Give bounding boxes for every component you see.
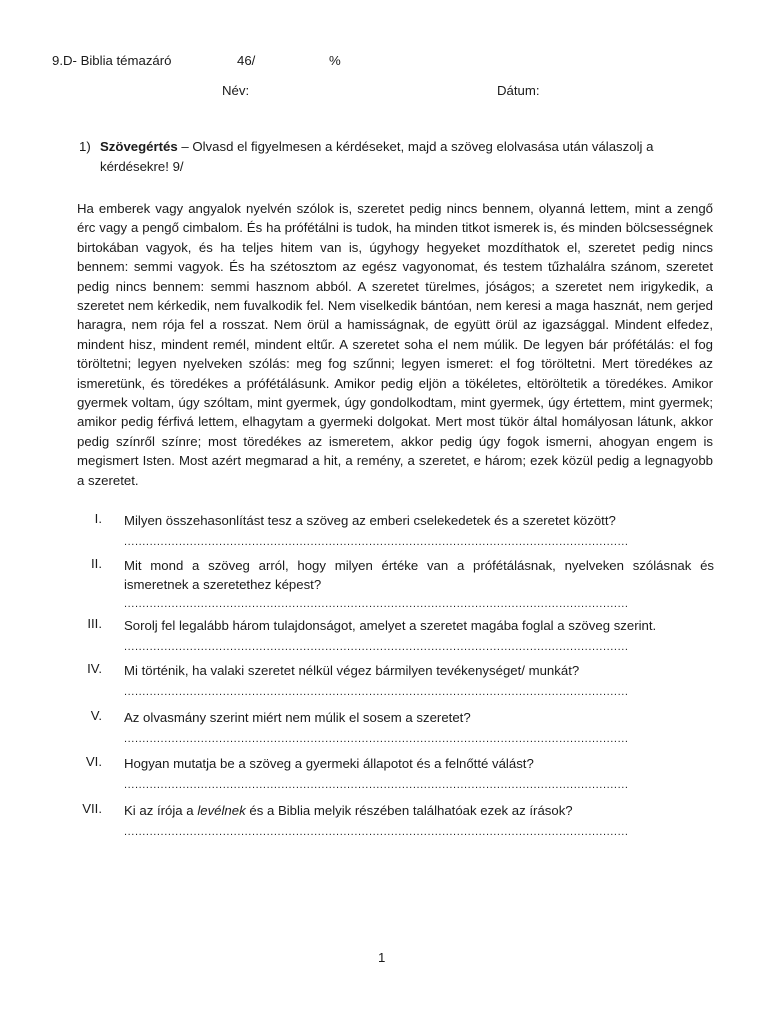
question-number: VII. [82,801,102,816]
name-label: Név: [222,83,250,98]
answer-line[interactable]: .......................................................................................................................................... [124,779,629,791]
answer-line[interactable]: .......................................................................................................................................... [124,686,629,698]
question-number: II. [91,556,102,571]
reading-passage: Ha emberek vagy angyalok nyelvén szólok is, szeretet pedig nincs bennem, olyanná lettem, mint a zengő érc vagy a pengő cimbalom. És ha prófétálni is tudok, ha minden titkot ismerek is, és minden bölcsességnek birtokában vagyok, és ha teljes hitem van is, úgyhogy hegyeket mozdíthatok el, szeretet pedig nincs bennem: semmi vagyok. És ha szétosztom az egész vagyonomat, és testem tűzhalálra szánom, szeretet pedig nincs bennem: semmi hasznom abból. A szeretet türelmes, jóságos; a szeretet nem irigykedik, a szeretet nem kérkedik, nem fuvalkodik fel. Nem viselkedik bántóan, nem keresi a maga hasznát, nem gerjed haragra, nem rója fel a rosszat. Nem örül a hamisságnak, de együtt örül az igazsággal. Mindent elfedez, mindent hisz, mindent remél, mindent eltűr. A szeretet soha el nem múlik. De legyen bár prófétálás: el fog töröltetni; legyen nyelveken szólás: meg fog szűnni; legyen ismeret: el fog töröltetni. Mert töredékes az ismeretünk, és töredékes a prófétálásunk. Amikor pedig eljön a tökéletes, eltöröltetik a töredékes. Amikor gyermek voltam, úgy szóltam, mint gyermek, úgy gondolkodtam, mint gyermek, úgy értettem, mint gyermek; amikor pedig férfivá lettem, elhagytam a gyermeki dolgokat. Mert most tükör által homályosan látunk, akkor pedig színről színre; most töredékes az ismeretem, akkor pedig úgy fogok ismerni, ahogyan engem is megismert Isten. Most azért megmarad a hit, a remény, a szeretet, e három; ezek közül pedig a legnagyobb a szeretet. [77,201,713,488]
task-instruction-text: – Olvasd el figyelmesen a kérdéseket, majd a szöveg elolvasása után válaszolj a kérdésekre! 9/ [100,139,654,174]
question-text: Hogyan mutatja be a szöveg a gyermeki állapotot és a felnőtté válást? [124,756,534,771]
answer-line[interactable]: .......................................................................................................................................... [124,733,629,745]
question-text: Mit mond a szöveg arról, hogy milyen értéke van a prófétálásnak, nyelveken szólásnak és ismeretnek a szeretethez képest? [124,558,714,592]
page-number: 1 [378,950,386,965]
date-label: Dátum: [497,83,540,98]
question-text [124,801,714,820]
score-field: 46/ [237,53,256,68]
question-text-italic: levélnek [197,803,246,818]
question-text: Az olvasmány szerint miért nem múlik el sosem a szeretet? [124,710,471,725]
question-text: Milyen összehasonlítást tesz a szöveg az emberi cselekedetek és a szeretet között? [124,513,616,528]
question-number: VI. [85,754,102,769]
answer-line[interactable]: .......................................................................................................................................... [124,641,629,653]
task-heading: Szövegértés [100,139,178,154]
question-text: Sorolj fel legalább három tulajdonságot, amelyet a szeretet magába foglal a szöveg szerint. [124,618,657,633]
answer-line[interactable]: .......................................................................................................................................... [124,598,629,610]
task-body [100,137,719,177]
question-text-part: Ki az írója a [124,803,198,818]
question-number: IV. [87,661,102,676]
question-number: I. [94,511,102,526]
test-title: 9.D- Biblia témazáró [52,53,172,68]
question-text-part: és a Biblia melyik részében találhatóak ezek az írások? [245,803,573,818]
question-text: Mi történik, ha valaki szeretet nélkül végez bármilyen tevékenységet/ munkát? [124,663,580,678]
answer-line[interactable]: .......................................................................................................................................... [124,536,629,548]
task-instruction [79,137,719,177]
task-number: 1) [79,139,91,154]
question-number: III. [87,616,102,631]
percent-field: % [329,53,341,68]
question-number: V. [90,708,102,723]
answer-line[interactable]: .......................................................................................................................................... [124,826,629,838]
